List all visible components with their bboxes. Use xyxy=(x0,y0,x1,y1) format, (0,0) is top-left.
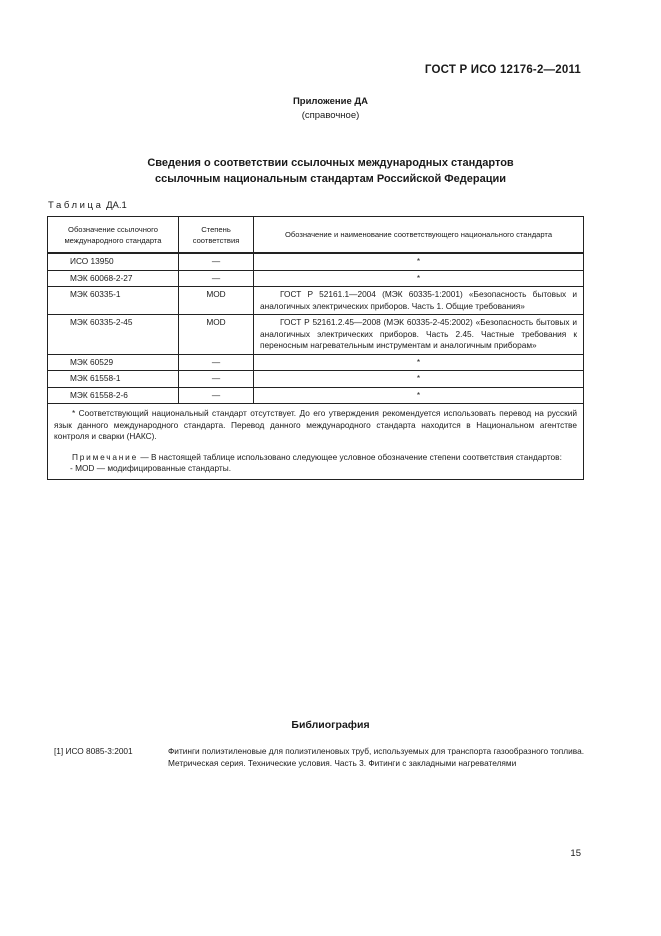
section-heading-line-2: ссылочным национальным стандартам Российской Федерации xyxy=(154,173,507,185)
bibliography-entry-text: Фитинги полиэтиленовые для полиэтиленовых труб, используемых для транспорта газообразного топлива. Метрическая серия. Технические условия. Часть 3. Фитинги с закладными нагревателями xyxy=(168,746,584,768)
cell-intl: МЭК 60529 xyxy=(48,354,179,371)
table-footer-row xyxy=(48,404,584,480)
table-row xyxy=(48,354,584,371)
cell-national: * xyxy=(254,387,584,404)
document-standard-code: ГОСТ Р ИСО 12176-2—2011 xyxy=(424,64,581,76)
table-footnote-text: * Соответствующий национальный стандарт отсутствует. До его утверждения рекомендуется использовать перевод на русский язык данного международного стандарта. Перевод данного международного стандарта находится в Национальном агентстве контроля и сварки (НАКС). xyxy=(54,408,577,441)
table-label xyxy=(48,200,127,211)
table-row xyxy=(48,287,584,315)
cell-national-text: ГОСТ Р 52161.1—2004 (МЭК 60335-1:2001) «Безопасность бытовых и аналогичных электрических приборов. Часть 1. Общие требования» xyxy=(260,289,577,311)
correspondence-table xyxy=(47,216,584,480)
cell-national-text: ГОСТ Р 52161.2.45—2008 (МЭК 60335-2-45:2002) «Безопасность бытовых и аналогичных электрических приборов. Часть 2.45. Частные требования к переносным нагревательным инструментам и аналогичным приборам» xyxy=(260,317,577,350)
table-row xyxy=(48,270,584,287)
table-row xyxy=(48,315,584,355)
bibliography-title: Библиография xyxy=(291,719,370,731)
cell-national xyxy=(254,315,584,355)
table-note-item: - MOD — модифицированные стандарты. xyxy=(70,463,232,473)
header-national-standard: Обозначение и наименование соответствующего национального стандарта xyxy=(254,217,584,254)
table-row xyxy=(48,371,584,388)
table-note-text: — В настоящей таблице использовано следующее условное обозначение степени соответствия стандартов: xyxy=(140,451,562,462)
section-heading-line-1: Сведения о соответствии ссылочных международных стандартов xyxy=(147,157,514,169)
cell-degree: — xyxy=(179,371,254,388)
header-intl-standard: Обозначение ссылочного международного стандарта xyxy=(48,217,179,254)
cell-national: * xyxy=(254,371,584,388)
cell-national xyxy=(254,287,584,315)
appendix-title: Приложение ДА xyxy=(292,96,369,107)
cell-intl: МЭК 61558-1 xyxy=(48,371,179,388)
cell-degree: MOD xyxy=(179,287,254,315)
header-degree: Степень соответствия xyxy=(179,217,254,254)
cell-national: * xyxy=(254,354,584,371)
table-label-id: ДА.1 xyxy=(106,200,127,211)
cell-national: * xyxy=(254,270,584,287)
table-row xyxy=(48,387,584,404)
cell-degree: — xyxy=(179,270,254,287)
table-footer xyxy=(48,404,584,480)
bibliography-entry-ref: [1] ИСО 8085-3:2001 xyxy=(54,746,133,756)
appendix-type: (справочное) xyxy=(301,110,360,121)
table-note xyxy=(54,452,577,464)
cell-intl: МЭК 60335-2-45 xyxy=(48,315,179,355)
table-label-word: Таблица xyxy=(48,200,104,211)
cell-degree: — xyxy=(179,354,254,371)
cell-intl: МЭК 60335-1 xyxy=(48,287,179,315)
appendix-block xyxy=(0,95,661,123)
page-number: 15 xyxy=(570,848,581,859)
table-header-row xyxy=(48,217,584,254)
cell-degree: — xyxy=(179,387,254,404)
table-note-label: Примечание xyxy=(72,451,139,462)
section-heading xyxy=(0,155,661,187)
table-footnote xyxy=(54,408,577,443)
table-row xyxy=(48,253,584,270)
cell-degree: — xyxy=(179,253,254,270)
cell-national: * xyxy=(254,253,584,270)
cell-degree: MOD xyxy=(179,315,254,355)
cell-intl: МЭК 61558-2-6 xyxy=(48,387,179,404)
cell-intl: ИСО 13950 xyxy=(48,253,179,270)
cell-intl: МЭК 60068-2-27 xyxy=(48,270,179,287)
